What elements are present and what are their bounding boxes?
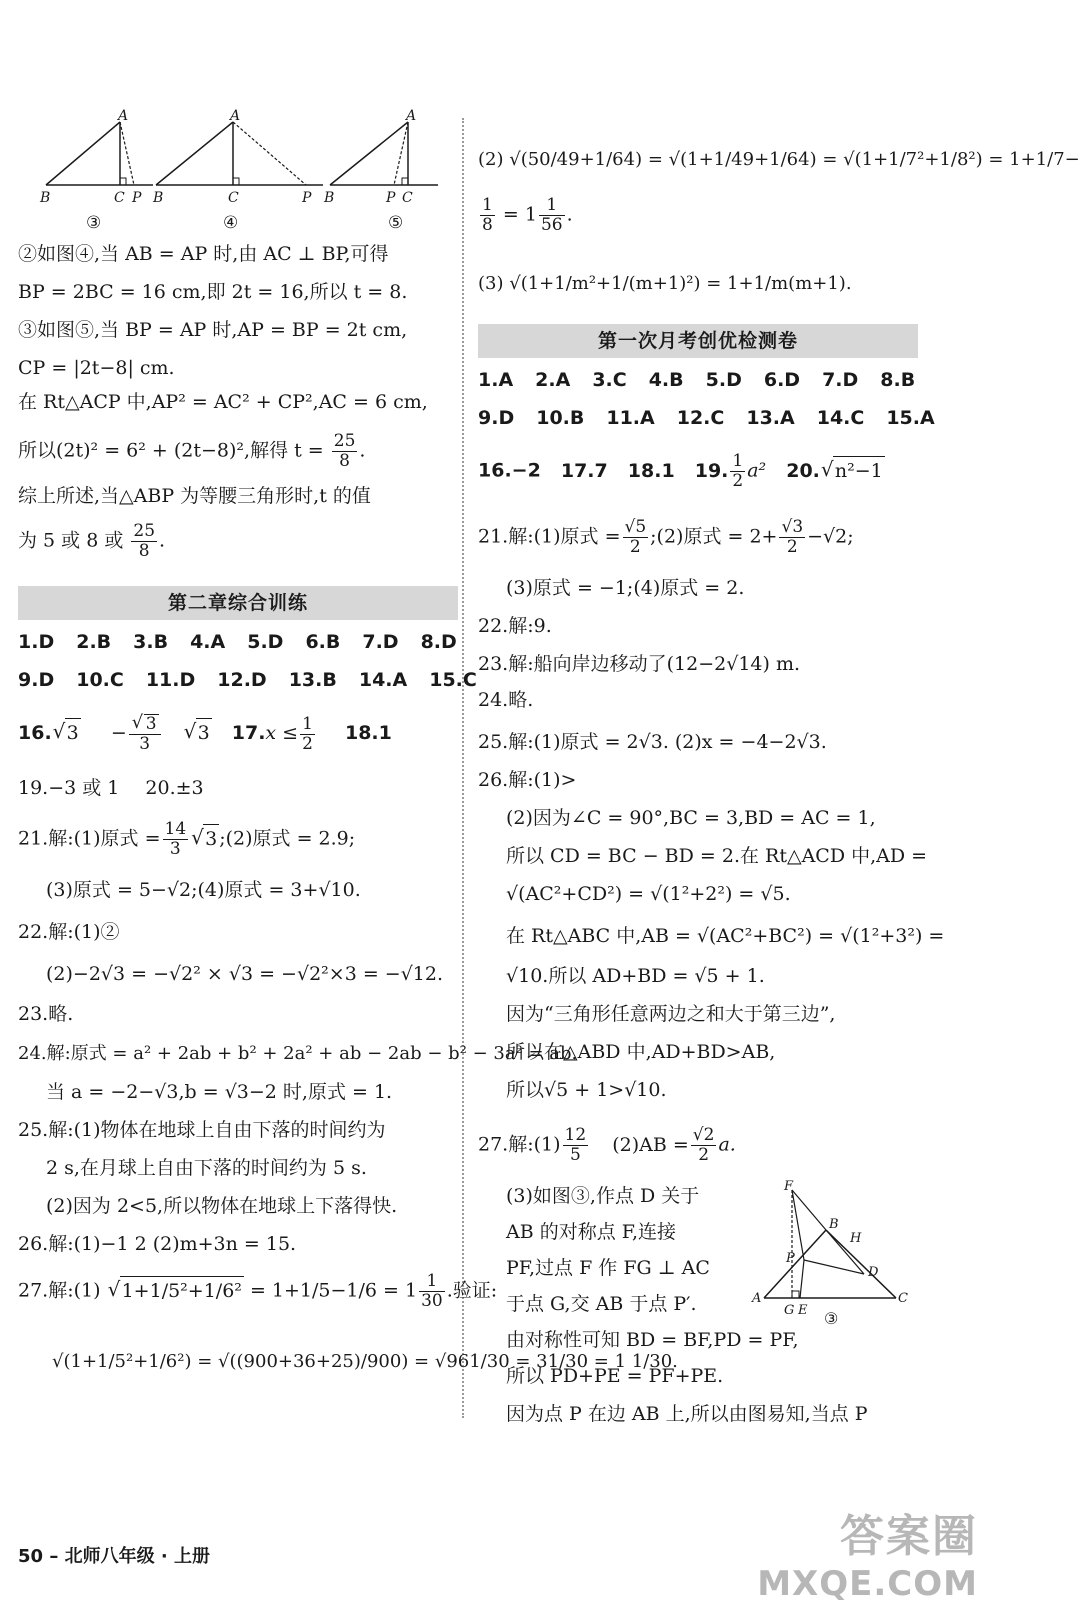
text-line: (3)如图③,作点 D 关于 — [506, 1185, 700, 1207]
text-line: CP = |2t−8| cm. — [18, 357, 175, 379]
section-header: 第二章综合训练 — [18, 586, 458, 620]
answer: 16.−2 — [478, 459, 541, 482]
answer: 3.B — [133, 631, 169, 653]
denominator: 2 — [732, 471, 744, 491]
answer: 18.1 — [344, 722, 392, 744]
fraction — [332, 432, 358, 471]
text-line — [18, 820, 355, 859]
text-line: 当 a = −2−√3,b = √3−2 时,原式 = 1. — [46, 1081, 393, 1103]
denominator: 8 — [482, 215, 493, 235]
numerator: 14 — [164, 819, 187, 839]
answer: 11.D — [145, 669, 196, 691]
fig3-label-p: P — [132, 190, 142, 206]
answer: 15.A — [886, 407, 935, 429]
sqrt — [185, 718, 212, 747]
text-line: 25.解:(1)物体在地球上自由下落的时间约为 — [18, 1119, 386, 1141]
answer: 10.B — [536, 407, 585, 429]
text-line: 2 s,在月球上自由下落的时间约为 5 s. — [46, 1157, 367, 1179]
answer: 14.C — [816, 407, 865, 429]
numerator: 12 — [564, 1125, 587, 1145]
answer: 13.A — [746, 407, 795, 429]
fig-point-h: H — [850, 1231, 862, 1246]
fig-point-b: B — [829, 1217, 839, 1232]
answer: 5.D — [705, 369, 742, 391]
answer: 12.C — [676, 407, 725, 429]
fraction — [730, 452, 745, 491]
triangle-figures — [18, 110, 448, 235]
sqrt — [109, 1276, 244, 1305]
question-number: 19. — [694, 459, 729, 482]
fig5-label-c: C — [402, 190, 413, 206]
text-line: PF,过点 F 作 FG ⊥ AC — [506, 1257, 710, 1279]
text-line: √(AC²+CD²) = √(1²+2²) = √5. — [506, 883, 791, 905]
radicand: 3 — [145, 714, 157, 734]
mc-answers-row-2 — [478, 404, 935, 432]
fig3-label-c: C — [114, 190, 125, 206]
section-header: 第一次月考创优检测卷 — [478, 324, 918, 358]
fraction — [623, 518, 649, 557]
fig5-label-b: B — [324, 190, 335, 206]
fig-point-c: C — [898, 1291, 908, 1306]
answer: 17.7 — [560, 459, 608, 482]
text-line: 24.解:原式 = a² + 2ab + b² + 2a² + ab − 2ab − b² − 3a² = ab. — [18, 1043, 578, 1064]
text-line: (3) √(1+1/m²+1/(m+1)²) = 1+1/m(m+1). — [478, 273, 852, 294]
numerator: 1 — [482, 195, 493, 215]
answer: 2.B — [76, 631, 112, 653]
fig3-label-b: B — [40, 190, 51, 206]
text-line: 23.略. — [18, 1003, 74, 1025]
answer: 19.−3 或 1 — [18, 777, 120, 799]
denominator: 30 — [421, 1291, 443, 1311]
fraction — [480, 196, 495, 235]
text-line — [18, 522, 165, 561]
fraction — [691, 1126, 717, 1165]
sqrt — [822, 456, 885, 485]
text-line — [478, 518, 854, 557]
answer: 7.D — [822, 369, 859, 391]
text-line: (3)原式 = 5−√2;(4)原式 = 3+√10. — [46, 879, 361, 901]
answer: 5.D — [247, 631, 284, 653]
answer: 20.±3 — [145, 777, 204, 799]
text-segment: a. — [718, 1133, 736, 1156]
text-line: 在 Rt△ACP 中,AP² = AC² + CP²,AC = 6 cm, — [18, 391, 428, 413]
answer: 12.D — [217, 669, 267, 691]
text-line: 22.解:9. — [478, 615, 552, 637]
text-line — [18, 1272, 497, 1311]
answer: 1.D — [18, 631, 55, 653]
text-line: 因为“三角形任意两边之和大于第三边”, — [506, 1003, 836, 1025]
text-segment: x ≤ — [265, 722, 299, 744]
watermark — [757, 1500, 978, 1604]
fraction — [563, 1126, 589, 1165]
numerator: √3 — [781, 517, 804, 537]
fig3-label-a: A — [118, 108, 129, 124]
denominator: 8 — [138, 541, 150, 561]
column-divider — [462, 118, 464, 1418]
text-line: 所以 PD+PE = PF+PE. — [506, 1365, 724, 1387]
text-line: √(1+1/5²+1/6²) = √((900+36+25)/900) = √961/30 = 31/30 = 1 1/30. — [52, 1351, 678, 1372]
fraction — [129, 714, 161, 754]
fig4-label-a: A — [230, 108, 241, 124]
text-line: 所以 CD = BC − BD = 2.在 Rt△ACD 中,AD = — [506, 845, 928, 867]
radicand: 3 — [196, 718, 212, 747]
fraction — [163, 820, 189, 859]
fraction — [419, 1272, 445, 1311]
numerator: 1 — [302, 713, 313, 734]
answer: 14.A — [358, 669, 408, 691]
denominator: 2 — [302, 733, 313, 754]
denominator: 2 — [786, 537, 798, 557]
text-line: 25.解:(1)原式 = 2√3. (2)x = −4−2√3. — [478, 731, 827, 753]
text-segment: 21.解:(1)原式 = — [478, 525, 621, 548]
text-segment: ;(2)原式 = 2.9; — [219, 827, 356, 850]
text-line — [478, 452, 885, 491]
text-line: 于点 G,交 AB 于点 P′. — [506, 1293, 697, 1315]
answer: 9.D — [478, 407, 515, 429]
answer: 4.B — [648, 369, 684, 391]
denominator: 2 — [629, 537, 641, 557]
fraction — [539, 196, 565, 235]
text-line: 26.解:(1)> — [478, 769, 577, 791]
triangle-figure-3 — [746, 1178, 906, 1326]
denominator: 8 — [339, 451, 350, 471]
text-segment: (2)AB = — [612, 1133, 689, 1156]
fig-point-g: G — [784, 1303, 795, 1318]
text-segment: −√2; — [807, 525, 854, 548]
text-segment: 27.解:(1) — [478, 1133, 561, 1156]
text-line: (2) √(50/49+1/64) = √(1+1/49+1/64) = √(1+1/7²+1/8²) = 1+1/7− — [478, 149, 1080, 170]
text-line: 22.解:(1)② — [18, 921, 120, 943]
text-line: BP = 2BC = 16 cm,即 2t = 16,所以 t = 8. — [18, 281, 408, 303]
numerator: √5 — [624, 517, 647, 537]
denominator: 3 — [139, 734, 151, 754]
text-line — [478, 196, 573, 235]
answer: 1.A — [478, 369, 514, 391]
fig-point-p: P — [786, 1251, 795, 1266]
text-line — [18, 774, 204, 802]
denominator: 5 — [569, 1145, 581, 1165]
text-line — [18, 714, 392, 754]
fig-point-d: D — [868, 1265, 879, 1280]
text-line: AB 的对称点 F,连接 — [506, 1221, 677, 1243]
text-line: ②如图④,当 AB = AP 时,由 AC ⊥ BP,可得 — [18, 243, 389, 265]
answer: 15.C — [429, 669, 477, 691]
fig5-caption: ⑤ — [388, 213, 404, 233]
sqrt — [54, 718, 81, 747]
text-line: (2)因为 2<5,所以物体在地球上下落得快. — [46, 1195, 398, 1217]
radicand: n²−1 — [833, 456, 885, 485]
sqrt — [192, 824, 219, 853]
text-segment: = 1+1/5−1/6 = 1 — [249, 1279, 418, 1302]
text-line: 综上所述,当△ABP 为等腰三角形时,t 的值 — [18, 485, 371, 507]
fig5-label-p: P — [386, 190, 396, 206]
mc-answers-row-1 — [478, 366, 915, 394]
text-line: 因为点 P 在边 AB 上,所以由图易知,当点 P — [506, 1403, 868, 1425]
text-line: 23.解:船向岸边移动了(12−2√14) m. — [478, 653, 801, 675]
fig4-caption: ④ — [223, 213, 239, 233]
fraction — [779, 518, 805, 557]
text-segment: ;(2)原式 = 2+ — [650, 525, 778, 548]
answer: 8.D — [420, 631, 457, 653]
numerator: 1 — [419, 1272, 445, 1292]
answer: 10.C — [76, 669, 124, 691]
denominator: 3 — [169, 839, 181, 859]
denominator: 2 — [698, 1145, 710, 1165]
text-line: 所以√5 + 1>√10. — [506, 1079, 667, 1101]
fraction — [300, 715, 315, 754]
fig-caption: ③ — [824, 1309, 839, 1328]
text-line: (2)−2√3 = −√2² × √3 = −√2²×3 = −√12. — [46, 963, 444, 985]
watermark-line-2: MXQE.COM — [757, 1564, 978, 1604]
answer: 9.D — [18, 669, 55, 691]
answer: 8.B — [880, 369, 916, 391]
answer: 4.A — [190, 631, 226, 653]
text-line: 在 Rt△ABC 中,AB = √(AC²+BC²) = √(1²+3²) = — [506, 925, 945, 947]
fig5-label-a: A — [406, 108, 417, 124]
text-line: (2)因为∠C = 90°,BC = 3,BD = AC = 1, — [506, 807, 876, 829]
watermark-line-1: 答案圈 — [840, 1511, 978, 1562]
mc-answers-row-1 — [18, 628, 457, 656]
fig-point-f: F — [784, 1179, 794, 1194]
text-segment: 21.解:(1)原式 = — [18, 827, 161, 850]
numerator — [129, 714, 161, 735]
text-line: 由对称性可知 BD = BF,PD = PF, — [506, 1329, 799, 1351]
text-line: √10.所以 AD+BD = √5 + 1. — [506, 965, 765, 987]
text-segment: .验证: — [446, 1279, 498, 1302]
answer: 11.A — [606, 407, 655, 429]
answer: 6.B — [305, 631, 341, 653]
text-segment: . — [159, 529, 166, 552]
fig4-label-c: C — [228, 190, 239, 206]
text-segment: 27.解:(1) — [18, 1279, 101, 1302]
fig4-label-p: P — [302, 190, 312, 206]
question-number: 17. — [231, 722, 266, 744]
question-number: 20. — [786, 459, 820, 482]
text-segment: . — [359, 439, 366, 462]
answer: 6.D — [763, 369, 801, 391]
radicand: 1+1/5²+1/6² — [120, 1276, 244, 1305]
text-segment: a² — [747, 459, 767, 482]
sqrt — [133, 714, 159, 734]
text-line: (3)原式 = −1;(4)原式 = 2. — [506, 577, 745, 599]
text-segment: 为 5 或 8 或 — [18, 529, 124, 552]
text-line: 26.解:(1)−1 2 (2)m+3n = 15. — [18, 1233, 297, 1255]
fig4-label-b: B — [153, 190, 164, 206]
answer: 13.B — [288, 669, 337, 691]
fraction — [131, 522, 157, 561]
fig-point-a: A — [752, 1291, 762, 1306]
answer: 2.A — [535, 369, 571, 391]
numerator: 25 — [133, 521, 156, 541]
text-segment: = 1 — [502, 203, 537, 226]
radicand: 3 — [203, 824, 219, 853]
numerator: 1 — [539, 196, 565, 216]
text-segment: . — [566, 203, 573, 226]
denominator: 56 — [540, 215, 563, 235]
page-footer: 50 – 北师八年级 · 上册 — [18, 1546, 210, 1567]
text-segment: 所以(2t)² = 6² + (2t−8)²,解得 t = — [18, 439, 324, 462]
fig3-caption: ③ — [86, 213, 102, 233]
answer: 7.D — [362, 631, 399, 653]
question-number: 16. — [18, 722, 52, 744]
answer: 3.C — [592, 369, 627, 391]
mc-answers-row-2 — [18, 666, 477, 694]
numerator: 25 — [333, 431, 356, 451]
text-line — [478, 1126, 736, 1165]
text-line: 24.略. — [478, 689, 534, 711]
text-line: ③如图⑤,当 BP = AP 时,AP = BP = 2t cm, — [18, 319, 408, 341]
answer: 18.1 — [627, 459, 675, 482]
radicand: 3 — [65, 718, 81, 747]
text-line: 所以在△ABD 中,AD+BD>AB, — [506, 1041, 776, 1063]
text-segment: − — [110, 722, 127, 744]
numerator: 1 — [732, 451, 744, 471]
fig-point-e: E — [798, 1303, 808, 1318]
text-line — [18, 432, 365, 471]
numerator: √2 — [692, 1125, 715, 1145]
